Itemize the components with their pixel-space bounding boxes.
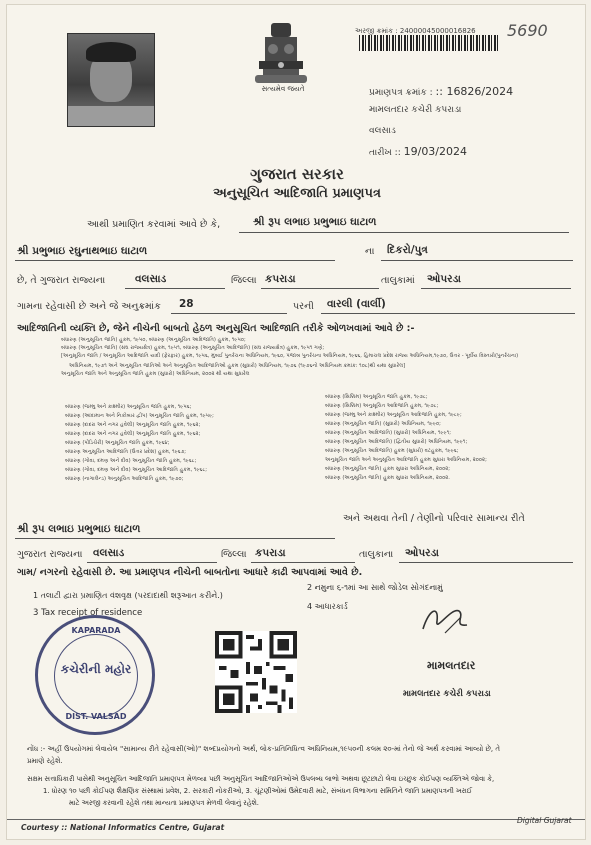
dist-name-2: કપરાડા — [255, 547, 286, 559]
taluka-label: તાલુકામાં — [381, 275, 415, 286]
footer-courtesy: Courtesy :: National Informatics Centre, Gujarat — [21, 823, 225, 832]
act-line: બંધારણ (અનુસૂચિત જાતિ) (સંઘ રાજ્યક્ષેત્ર) હુકમ, ૧૯૫૧, બંધારણ (અનુસૂચિત આદિજાતિ) (સંઘ રાજ્યક્ષેત્ર) હુકમ, ૧૯૫૧ ગણે; — [61, 345, 325, 351]
intro-text: આથી પ્રમાણિત કરવામાં આવે છે કે, — [87, 219, 221, 230]
state2-label: ગુજરાત રાજ્યના — [17, 549, 83, 560]
signatory-office: મામલતદાર કચેરી કપરાડા — [403, 689, 491, 699]
doc-item: 4 આધારકાર્ડ — [307, 602, 348, 611]
holder-name: શ્રી રૂપ લભાઇ પ્રભુભાઇ ઘાટાળ — [253, 216, 377, 228]
applicant-photo — [67, 33, 155, 127]
relation-label: ના — [365, 246, 375, 257]
certificate-number: પ્રમાણપત્ર ક્રમાંક : :: 16826/2024 — [369, 85, 514, 98]
act-line: બંધારણ (અનુસૂચિત જાતિ) હુકમ, ૧૯૫૦, બંધારણ (અનુસૂચિત આદિજાતિ) હુકમ, ૧૯૫૦; — [61, 337, 246, 343]
tribe-name: વારલી (વાર્લી) — [327, 298, 386, 310]
taluka2-label: તાલુકાના — [359, 549, 394, 560]
issuing-office: મામલતદાર કચેરી કપરાડા — [369, 105, 462, 115]
emblem-caption: સત્યમેવ જયતે — [261, 85, 305, 93]
village-label: ગામના રહેવાસી છે અને જે અનુક્રમાંક — [17, 301, 161, 312]
govt-title: ગુજરાત સરકાર — [250, 165, 344, 183]
recognition-text: આદિજાતિની વ્યક્તિ છે, જેને નીચેની બાબતો હેઠળ અનુસૂચિત આદિજાતિ તરીકે ઓળખવામાં આવે છે :- — [17, 323, 415, 334]
family-label: અને અથવા તેની / તેણીનો પરિવાર સામાન્ય રીતે — [343, 513, 525, 524]
state-label: છે, તે ગુજરાત રાજ્યના — [17, 275, 106, 286]
act-line: અધિનિયમ, ૧૯૭૧ અને અનુસૂચિત જાતિઓ અને અનુસૂચિત આદિજાતિઓ હુકમ (સુધારો) અધિનિયમ, ૧૯૭૬ (૧૯૭૬નો અધિનિયમ ક્રમાંક: ૧૦૮)થી યથા સુધારેલ] — [69, 363, 406, 369]
barcode — [359, 35, 499, 51]
serial-number: 28 — [179, 298, 194, 310]
orders-list-right: બંધારણ (સિક્કિમ) અનુસૂચિત જાતિ હુકમ, ૧૯૭૮; બંધારણ (સિક્કિમ) અનુસૂચિત આદિજાતિ હુકમ, ૧૯૭૮; બંધારણ (જમ્મુ અને કાશ્મીર) અનુસૂચિત આદિજાતિ હુકમ, ૧૯૮૯; બંધારણ (અનુસૂચિત જાતિ) (સુધારો) અધિનિયમ, ૧૯૯૦; બંધારણ (અનુસૂચિત આદિજાતિ) (સુધારો) અધિનિયમ, ૧૯૯૧; બંધારણ (અનુસૂચિત આદિજાતિ) (દ્વિતીય સુધારો) અધિનિયમ, ૧૯૯૧; બંધારણ (અનુસૂચિત આદિજાતિ) હુકમ (સુધારો) વટહુકમ, ૧૯૯૬; અનુસૂચિત જાતિ અને અનુસૂચિત આદિજાતિ હુકમ સુધારા અધિનિયમ, ૨૦૦૨; બંધારણ (અનુસૂચિત જાતિ) હુકમ સુધારા અધિનિયમ, ૨૦૦૨; બંધારણ (અનુસૂચિત જાતિ) હુકમ સુધારા અધિનિયમ, ૨૦૦૨. — [325, 394, 487, 481]
state-emblem-icon — [251, 21, 311, 87]
district-value-2: વલસાડ — [93, 547, 125, 559]
doc-item: 1 તલાટી દ્વારા પ્રમાણિત વંશવૃક્ષ (પરદાદાથી શરૂઆત કરીને.) — [33, 591, 223, 600]
orders-list-left: બંધારણ (જમ્મુ અને કાશ્મીર) અનુસૂચિત જાતિ હુકમ, ૧૯૫૬; બંધારણ (આંદામાન અને નિકોબાર દ્વીપ) અનુસૂચિત જાતિ હુકમ, ૧૯૫૯; બંધારણ (દાદરા અને નગર હવેલી) અનુસૂચિત જાતિ હુકમ, ૧૯૬૨; બંધારણ (દાદરા અને નગર હવેલી) અનુસૂચિત જાતિ હુકમ, ૧૯૬૨; બંધારણ (પોંડિચેરી) અનુસૂચિત જાતિ હુકમ, ૧૯૬૪; બંધારણ અનુસૂચિત આદિજાતિ (ઉત્તર પ્રદેશ) હુકમ, ૧૯૬૭; બંધારણ (ગોવા, દમણ અને દીવ) અનુસૂચિત જાતિ હુકમ, ૧૯૬૮; બંધારણ (ગોવા, દમણ અને દીવ) અનુસૂચિત આદિજાતિ હુકમ, ૧૯૬૮; બંધારણ (નાગાલેન્ડ) અનુસૂચિત આદિજાતિ હુકમ, ૧૯૭૦; — [65, 404, 214, 482]
father-name: શ્રી પ્રભુભાઇ રઘુનાથભાઇ ઘાટાળ — [17, 245, 148, 257]
note-1: નોંધ :- અહીં ઉપયોગમાં લેવાયેલ "સામાન્ય રીતે રહેવાસી(ઓ)" શબ્દપ્રયોગનો અર્થ, લોક-પ્રતિનિધિત્વ અધિનિયમ,૧૯૫૦ની કલમ ૨૦-માં તેનો જે અર્થ કરવામાં આવ્યો છે, તે — [27, 745, 501, 753]
issuing-district: વલસાડ — [369, 126, 396, 136]
holder-name-2: શ્રી રૂપ લભાઇ પ્રભુભાઇ ઘાટાળ — [17, 523, 141, 535]
footer-brand: Digital Gujarat — [517, 816, 572, 825]
dist-label: જિલ્લા — [231, 275, 257, 286]
doc-item: 3 Tax receipt of residence — [33, 608, 143, 618]
signatory-title: મામલતદાર — [427, 659, 476, 672]
application-number: અરજી ક્રમાંક : 24000045000016826 — [355, 27, 476, 35]
note-3: 1. ધોરણ ૧૦ પછી કોઈપણ શૈક્ષણિક સંસ્થામાં પ્રવેશ, 2. સરકારી નોકરીઓ, 3. ચૂંટણીઓમાં ઉમેદવારી માટે, સંબંધન વિભાગના સમિતિને જાતિ પ્રમાણપત્રની ખરાઈ — [43, 787, 472, 795]
note-4: માટે અરજી કરવાની રહેશે તથા માન્યતા પ્રમાણપત્ર મેળવી લેવાનું રહેશે. — [69, 799, 259, 807]
taluka-value: ઓપરડા — [427, 273, 461, 285]
act-line: [અનુસૂચિત જાતિ / અનુસૂચિત આદિજાતિ યાદી (ફેરફાર) હુકમ, ૧૯૫૬, મુંબઈ પુનર્રચના અધિનિયમ, ૧૯૬૦, પંજાબ પુનર્રચના અધિનિયમ, ૧૯૬૬, હિમાચલ પ્રદેશ રાજ્ય અધિનિયમ,૧૯૭૦, ઉત્તર - પૂર્વીય વિસ્તારો(પુનર્રચના) — [61, 353, 519, 359]
dist-name: કપરાડા — [265, 273, 296, 285]
certificate-title: અનુસૂચિત આદિજાતિ પ્રમાણપત્ર — [213, 186, 381, 201]
qr-code — [215, 631, 297, 713]
tribe-label: પરની — [293, 301, 314, 312]
relation: દિકરો/પુત્ર — [387, 244, 428, 256]
district-value: વલસાડ — [135, 273, 167, 285]
certificate-page — [6, 4, 586, 840]
dist2-label: જિલ્લા — [221, 549, 247, 560]
residence-text: ગામ/ નગરનો રહેવાસી છે. આ પ્રમાણપત્ર નીચેની બાબતોના આધારે કાઢી આપવામાં આવે છે. — [17, 567, 363, 578]
issue-date: તારીખ :: 19/03/2024 — [369, 145, 468, 158]
signature-icon — [415, 599, 475, 639]
office-seal: KAPARADA કચેરીની મહોર DIST. VALSAD — [35, 615, 155, 735]
handwritten-number: 5690 — [507, 21, 548, 40]
note-2: સક્ષમ સત્તાધિકારી પાસેથી અનુસૂચિત આદિજાતિ પ્રમાણપત્ર મેળવ્યા પછી અનુસૂચિત આદિજાતિઓએ ઉપલબ્ધ લાભો અથવા છૂટછાટો લેવા ઇચ્છુક કોઈપણ વ્યક્તિએ જોવા કે, — [27, 775, 495, 783]
act-line: અનુસૂચિત જાતિ અને અનુસૂચિત જાતિ હુકમ (સુધારો) અધિનિયમ, ૨૦૦૨ થી યથા સુધારેલ — [61, 371, 250, 377]
doc-item: 2 નમુના ૬-૧માં આ સાથે જોડેલ સોગંદનામું — [307, 583, 443, 592]
note-1b: પ્રમાણે રહેશે. — [27, 757, 63, 765]
taluka-value-2: ઓપરડા — [405, 547, 439, 559]
